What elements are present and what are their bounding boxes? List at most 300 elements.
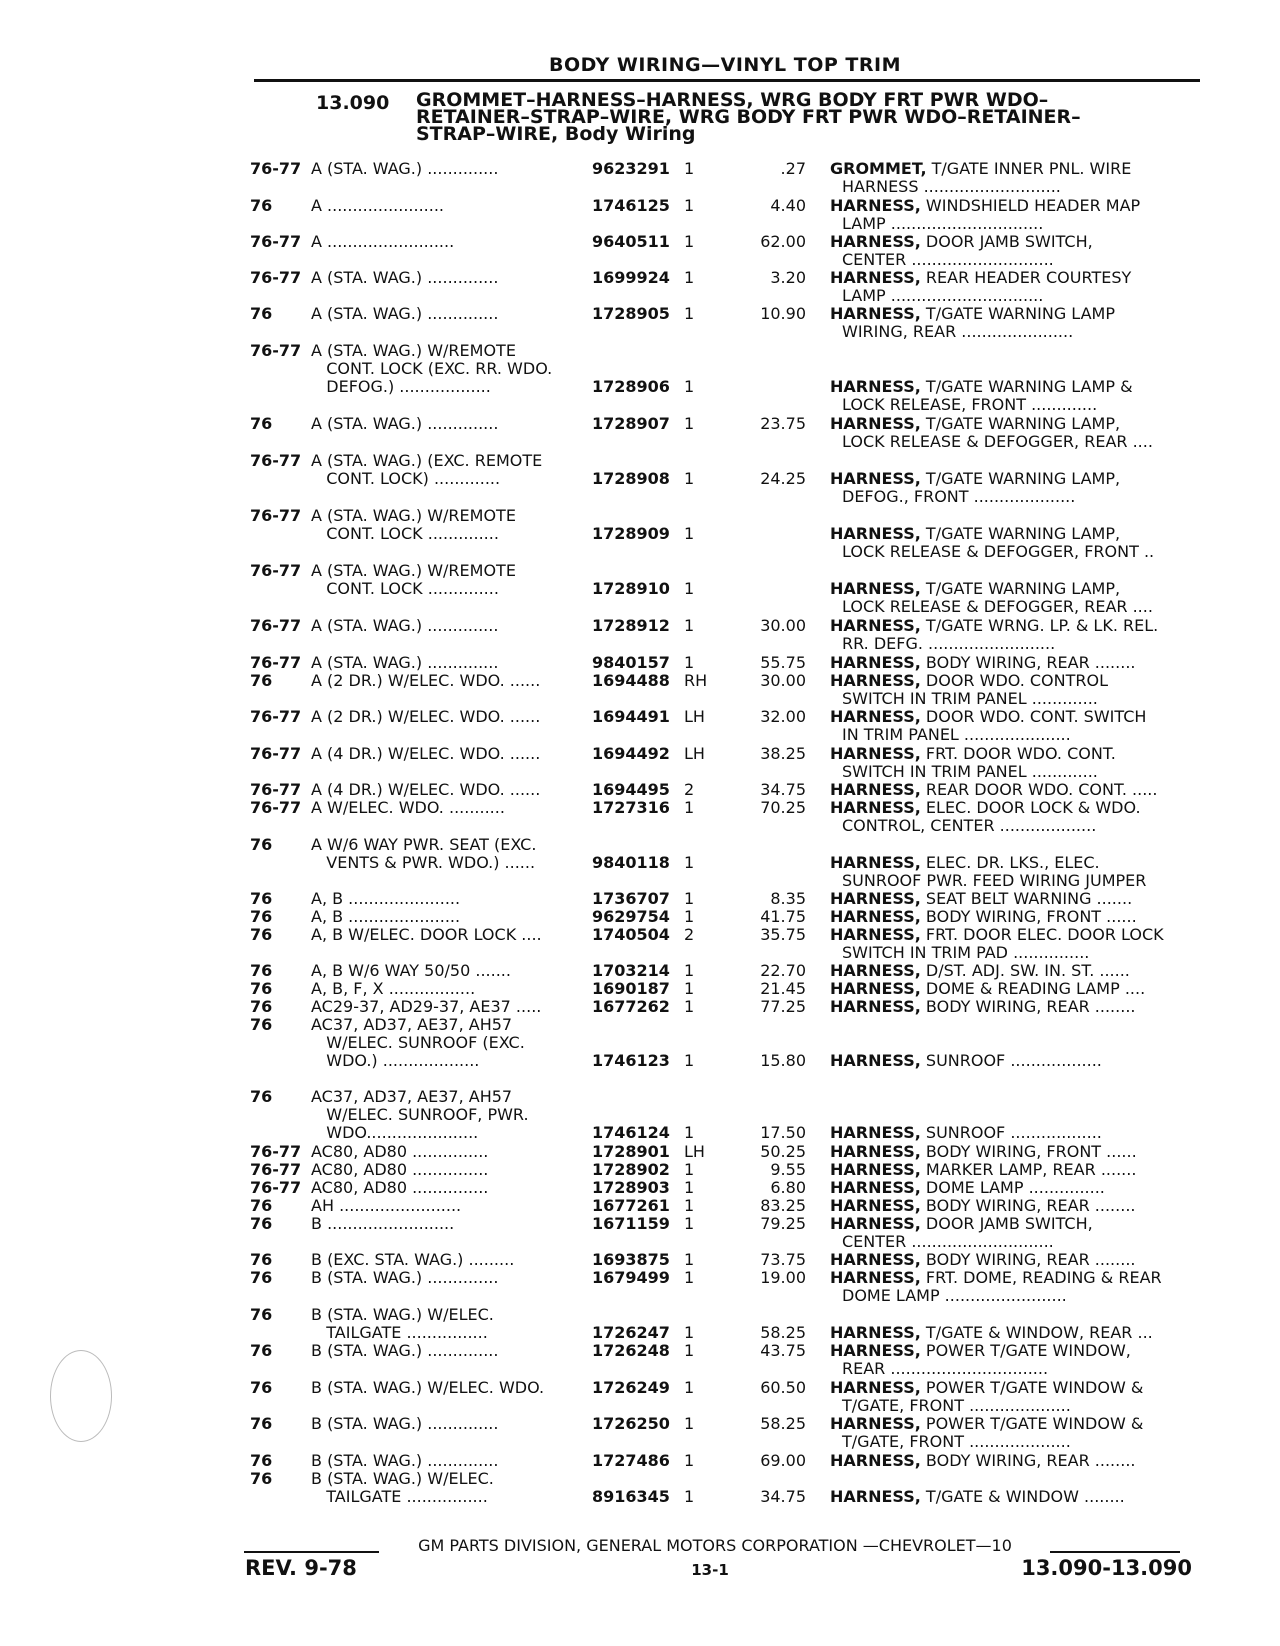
price: 35.75	[760, 925, 806, 944]
part-name: HARNESS,	[830, 1178, 921, 1197]
model-application: AC80, AD80 ...............	[311, 1142, 489, 1161]
part-number: 1746125	[592, 196, 670, 215]
price: 58.25	[760, 1323, 806, 1342]
quantity: 1	[684, 889, 695, 908]
part-number: 1726247	[592, 1323, 670, 1342]
model-application: AC37, AD37, AE37, AH57 W/ELEC. SUNROOF, PWR. WDO......................	[311, 1087, 529, 1142]
part-description	[830, 197, 1192, 233]
part-detail-cont: WIRING, REAR ......................	[842, 322, 1074, 341]
part-number: 1728903	[592, 1178, 670, 1197]
model-year: 76-77	[250, 707, 302, 726]
part-detail: POWER T/GATE WINDOW &	[920, 1414, 1144, 1433]
price: 32.00	[760, 707, 806, 726]
part-detail: POWER T/GATE WINDOW,	[920, 1341, 1131, 1360]
part-name: HARNESS,	[830, 889, 921, 908]
price: 15.80	[760, 1051, 806, 1070]
quantity: 1	[684, 1051, 695, 1070]
model-year: 76-77	[250, 1142, 302, 1161]
model-application: A (4 DR.) W/ELEC. WDO. ......	[311, 780, 541, 799]
part-detail: SUNROOF ..................	[920, 1051, 1102, 1070]
part-detail-cont: HARNESS ...........................	[842, 177, 1061, 196]
price: .27	[780, 159, 806, 178]
part-name: HARNESS,	[830, 1268, 921, 1287]
model-application: A, B W/ELEC. DOOR LOCK ....	[311, 925, 542, 944]
part-detail-cont: LOCK RELEASE & DEFOGGER, REAR ....	[842, 597, 1153, 616]
model-year: 76-77	[250, 159, 302, 178]
model-year: 76	[250, 1015, 273, 1034]
part-number: 8916345	[592, 1487, 670, 1506]
model-year: 76-77	[250, 268, 302, 287]
part-description	[830, 305, 1192, 341]
part-name: HARNESS,	[830, 1451, 921, 1470]
price: 77.25	[760, 997, 806, 1016]
revision-label: REV. 9-78	[245, 1556, 357, 1580]
part-name: HARNESS,	[830, 1160, 921, 1179]
model-year: 76-77	[250, 232, 302, 251]
quantity: 1	[684, 853, 695, 872]
part-name: HARNESS,	[830, 979, 921, 998]
part-name: HARNESS,	[830, 1341, 921, 1360]
part-name: HARNESS,	[830, 579, 921, 598]
model-year: 76	[250, 1268, 273, 1287]
model-year: 76	[250, 1214, 273, 1233]
part-number: 9840157	[592, 653, 670, 672]
model-application: A, B, F, X .................	[311, 979, 476, 998]
part-name: HARNESS,	[830, 1123, 921, 1142]
model-application: B (STA. WAG.) W/ELEC. WDO.	[311, 1378, 545, 1397]
part-name: HARNESS,	[830, 1378, 921, 1397]
part-description	[830, 1415, 1192, 1451]
part-detail: BODY WIRING, FRONT ......	[920, 907, 1137, 926]
model-year: 76	[250, 961, 273, 980]
price: 69.00	[760, 1451, 806, 1470]
part-description	[830, 1161, 1192, 1179]
price: 60.50	[760, 1378, 806, 1397]
model-application: A W/6 WAY PWR. SEAT (EXC. VENTS & PWR. WDO.) ......	[311, 835, 537, 872]
part-detail: T/GATE WARNING LAMP,	[920, 469, 1121, 488]
quantity: 1	[684, 1250, 695, 1269]
part-detail-cont: LAMP ..............................	[842, 214, 1044, 233]
model-year: 76-77	[250, 506, 302, 525]
model-year: 76	[250, 1451, 273, 1470]
part-name: HARNESS,	[830, 304, 921, 323]
part-detail: T/GATE INNER PNL. WIRE	[926, 159, 1132, 178]
part-detail: MARKER LAMP, REAR .......	[920, 1160, 1137, 1179]
section-title-line3: STRAP–WIRE,	[416, 123, 559, 145]
part-name: HARNESS,	[830, 1196, 921, 1215]
model-year: 76	[250, 196, 273, 215]
price: 79.25	[760, 1214, 806, 1233]
part-description	[830, 415, 1192, 451]
model-year: 76-77	[250, 1160, 302, 1179]
price: 24.25	[760, 469, 806, 488]
part-name: HARNESS,	[830, 961, 921, 980]
model-application: AC29-37, AD29-37, AE37 .....	[311, 997, 542, 1016]
part-description	[830, 1052, 1192, 1070]
price: 58.25	[760, 1414, 806, 1433]
part-detail: BODY WIRING, FRONT ......	[920, 1142, 1137, 1161]
part-number: 1728907	[592, 414, 670, 433]
quantity: LH	[684, 1142, 705, 1161]
model-application: AC80, AD80 ...............	[311, 1178, 489, 1197]
model-year: 76	[250, 997, 273, 1016]
part-detail: T/GATE & WINDOW ........	[920, 1487, 1125, 1506]
part-detail-cont: SWITCH IN TRIM PANEL .............	[842, 762, 1098, 781]
part-name: HARNESS,	[830, 798, 921, 817]
part-detail-cont: RR. DEFG. .........................	[842, 634, 1056, 653]
part-name: HARNESS,	[830, 616, 921, 635]
part-number: 1679499	[592, 1268, 670, 1287]
model-year: 76-77	[250, 744, 302, 763]
quantity: 1	[684, 1323, 695, 1342]
part-detail: T/GATE WARNING LAMP,	[920, 579, 1121, 598]
section-number: 13.090	[316, 92, 390, 114]
model-application: A (STA. WAG.) W/REMOTE CONT. LOCK (EXC. RR. WDO. DEFOG.) ..................	[311, 341, 553, 396]
part-detail: T/GATE & WINDOW, REAR ...	[920, 1323, 1153, 1342]
model-year: 76	[250, 835, 273, 854]
part-name: HARNESS,	[830, 925, 921, 944]
model-application: A, B W/6 WAY 50/50 .......	[311, 961, 511, 980]
part-detail-cont: SWITCH IN TRIM PANEL .............	[842, 689, 1098, 708]
part-detail: DOME LAMP ...............	[920, 1178, 1105, 1197]
quantity: 1	[684, 616, 695, 635]
quantity: 1	[684, 1414, 695, 1433]
page-number: 13-1	[691, 1561, 729, 1579]
quantity: 1	[684, 232, 695, 251]
part-description	[830, 1215, 1192, 1251]
model-year: 76	[250, 889, 273, 908]
part-detail-cont: CENTER ............................	[842, 250, 1054, 269]
part-name: GROMMET,	[830, 159, 927, 178]
model-application: A (STA. WAG.) (EXC. REMOTE CONT. LOCK) .............	[311, 451, 543, 488]
part-detail-cont: CENTER ............................	[842, 1232, 1054, 1251]
model-year: 76-77	[250, 616, 302, 635]
part-name: HARNESS,	[830, 707, 921, 726]
part-detail: BODY WIRING, REAR ........	[920, 1196, 1136, 1215]
quantity: 1	[684, 997, 695, 1016]
part-name: HARNESS,	[830, 1323, 921, 1342]
part-detail: T/GATE WARNING LAMP &	[920, 377, 1133, 396]
part-number: 1677261	[592, 1196, 670, 1215]
part-name: HARNESS,	[830, 1414, 921, 1433]
model-year: 76	[250, 925, 273, 944]
model-year: 76	[250, 1341, 273, 1360]
part-detail: REAR DOOR WDO. CONT. .....	[920, 780, 1158, 799]
quantity: 1	[684, 1196, 695, 1215]
part-description	[830, 1452, 1192, 1470]
model-year: 76	[250, 414, 273, 433]
section-title-line2: RETAINER–STRAP–WIRE, WRG BODY FRT PWR WDO–RETAINER–	[416, 106, 1081, 128]
part-number: 1736707	[592, 889, 670, 908]
price: 73.75	[760, 1250, 806, 1269]
part-number: 1728910	[592, 579, 670, 598]
part-number: 9623291	[592, 159, 670, 178]
quantity: 1	[684, 961, 695, 980]
part-description	[830, 1324, 1192, 1342]
quantity: 1	[684, 414, 695, 433]
part-detail-cont: LOCK RELEASE & DEFOGGER, FRONT ..	[842, 542, 1155, 561]
part-number: 1694488	[592, 671, 670, 690]
part-name: HARNESS,	[830, 414, 921, 433]
model-application: A (2 DR.) W/ELEC. WDO. ......	[311, 671, 541, 690]
model-year: 76	[250, 304, 273, 323]
part-number: 1694495	[592, 780, 670, 799]
part-name: HARNESS,	[830, 268, 921, 287]
part-number: 1727316	[592, 798, 670, 817]
part-detail: T/GATE WRNG. LP. & LK. REL.	[920, 616, 1159, 635]
part-detail-cont: SUNROOF PWR. FEED WIRING JUMPER	[842, 871, 1147, 890]
quantity: 1	[684, 979, 695, 998]
part-detail-cont: SWITCH IN TRIM PAD ...............	[842, 943, 1090, 962]
part-description	[830, 233, 1192, 269]
model-year: 76	[250, 1196, 273, 1215]
part-description	[830, 617, 1192, 653]
part-name: HARNESS,	[830, 196, 921, 215]
price: 30.00	[760, 616, 806, 635]
model-application: A, B ......................	[311, 907, 461, 926]
model-application: AH ........................	[311, 1196, 462, 1215]
part-detail: SUNROOF ..................	[920, 1123, 1102, 1142]
quantity: RH	[684, 671, 708, 690]
part-number: 1694492	[592, 744, 670, 763]
model-year: 76-77	[250, 561, 302, 580]
price: 38.25	[760, 744, 806, 763]
model-application: AC80, AD80 ...............	[311, 1160, 489, 1179]
model-application: A (STA. WAG.) ..............	[311, 304, 499, 323]
part-description	[830, 672, 1192, 708]
model-application: A (4 DR.) W/ELEC. WDO. ......	[311, 744, 541, 763]
part-name: HARNESS,	[830, 377, 921, 396]
part-detail: DOOR WDO. CONT. SWITCH	[920, 707, 1147, 726]
model-year: 76-77	[250, 780, 302, 799]
part-description	[830, 470, 1192, 506]
model-application: A (STA. WAG.) ..............	[311, 653, 499, 672]
part-number: 1690187	[592, 979, 670, 998]
quantity: 1	[684, 1378, 695, 1397]
model-year: 76	[250, 907, 273, 926]
part-number: 1728909	[592, 524, 670, 543]
part-name: HARNESS,	[830, 1142, 921, 1161]
price: 41.75	[760, 907, 806, 926]
part-name: HARNESS,	[830, 1214, 921, 1233]
model-year: 76	[250, 671, 273, 690]
part-number: 1728901	[592, 1142, 670, 1161]
part-description	[830, 1124, 1192, 1142]
quantity: LH	[684, 744, 705, 763]
part-description	[830, 980, 1192, 998]
part-description	[830, 1269, 1192, 1305]
model-application: A .......................	[311, 196, 445, 215]
part-detail-cont: REAR ...............................	[842, 1359, 1049, 1378]
model-application: B .........................	[311, 1214, 455, 1233]
quantity: LH	[684, 707, 705, 726]
part-detail: T/GATE WARNING LAMP,	[920, 524, 1121, 543]
part-description	[830, 269, 1192, 305]
part-detail: BODY WIRING, REAR ........	[920, 1451, 1136, 1470]
part-name: HARNESS,	[830, 1051, 921, 1070]
quantity: 1	[684, 196, 695, 215]
part-detail-cont: LAMP ..............................	[842, 286, 1044, 305]
price: 3.20	[770, 268, 806, 287]
footer-text: GM PARTS DIVISION, GENERAL MOTORS CORPORATION —CHEVROLET—10	[418, 1536, 1012, 1555]
part-description	[830, 781, 1192, 799]
part-description	[830, 160, 1192, 196]
part-description	[830, 745, 1192, 781]
part-description	[830, 854, 1192, 890]
model-year: 76-77	[250, 451, 302, 470]
quantity: 1	[684, 469, 695, 488]
section-subtitle: Body Wiring	[564, 123, 696, 145]
part-detail: DOME & READING LAMP ....	[920, 979, 1146, 998]
quantity: 1	[684, 653, 695, 672]
part-name: HARNESS,	[830, 853, 921, 872]
part-number: 1746124	[592, 1123, 670, 1142]
part-name: HARNESS,	[830, 1250, 921, 1269]
part-detail: ELEC. DR. LKS., ELEC.	[920, 853, 1100, 872]
model-year: 76	[250, 1378, 273, 1397]
part-detail: BODY WIRING, REAR ........	[920, 653, 1136, 672]
price: 70.25	[760, 798, 806, 817]
part-detail-cont: IN TRIM PANEL .....................	[842, 725, 1071, 744]
model-application: B (STA. WAG.) ..............	[311, 1268, 499, 1287]
part-detail-cont: CONTROL, CENTER ...................	[842, 816, 1097, 835]
quantity: 1	[684, 1178, 695, 1197]
part-description	[830, 378, 1192, 414]
part-name: HARNESS,	[830, 653, 921, 672]
part-number: 9640511	[592, 232, 670, 251]
part-number: 1728906	[592, 377, 670, 396]
part-name: HARNESS,	[830, 671, 921, 690]
part-number: 9840118	[592, 853, 670, 872]
part-number: 1693875	[592, 1250, 670, 1269]
price: 17.50	[760, 1123, 806, 1142]
section-title	[416, 89, 1196, 145]
part-detail-cont: DOME LAMP ........................	[842, 1286, 1067, 1305]
part-detail: POWER T/GATE WINDOW &	[920, 1378, 1144, 1397]
quantity: 1	[684, 1160, 695, 1179]
part-detail: FRT. DOOR WDO. CONT.	[920, 744, 1116, 763]
part-name: HARNESS,	[830, 780, 921, 799]
part-detail: DOOR JAMB SWITCH,	[920, 232, 1093, 251]
model-year: 76-77	[250, 341, 302, 360]
model-year: 76-77	[250, 1178, 302, 1197]
model-application: A (STA. WAG.) W/REMOTE CONT. LOCK ..............	[311, 506, 516, 543]
quantity: 1	[684, 524, 695, 543]
quantity: 1	[684, 1214, 695, 1233]
part-detail: DOOR JAMB SWITCH,	[920, 1214, 1093, 1233]
model-year: 76	[250, 1414, 273, 1433]
part-number: 1726248	[592, 1341, 670, 1360]
part-number: 1671159	[592, 1214, 670, 1233]
price: 34.75	[760, 780, 806, 799]
part-detail-cont: T/GATE, FRONT ....................	[842, 1432, 1071, 1451]
part-description	[830, 890, 1192, 908]
part-name: HARNESS,	[830, 232, 921, 251]
price: 30.00	[760, 671, 806, 690]
part-detail: BODY WIRING, REAR ........	[920, 1250, 1136, 1269]
part-detail: D/ST. ADJ. SW. IN. ST. ......	[920, 961, 1130, 980]
part-number: 1728905	[592, 304, 670, 323]
part-description	[830, 654, 1192, 672]
model-application: B (STA. WAG.) W/ELEC. TAILGATE ................	[311, 1305, 494, 1342]
part-description	[830, 1143, 1192, 1161]
model-year: 76-77	[250, 798, 302, 817]
price: 6.80	[770, 1178, 806, 1197]
model-year: 76-77	[250, 653, 302, 672]
price: 21.45	[760, 979, 806, 998]
model-year: 76	[250, 1469, 273, 1488]
section-title-line1: GROMMET–HARNESS–HARNESS, WRG BODY FRT PWR WDO–	[416, 89, 1049, 111]
part-description	[830, 998, 1192, 1016]
page-header-title: BODY WIRING—VINYL TOP TRIM	[549, 54, 901, 76]
part-description	[830, 1197, 1192, 1215]
quantity: 1	[684, 907, 695, 926]
part-number: 1694491	[592, 707, 670, 726]
part-number: 1726249	[592, 1378, 670, 1397]
price: 43.75	[760, 1341, 806, 1360]
part-number: 1727486	[592, 1451, 670, 1470]
model-application: B (EXC. STA. WAG.) .........	[311, 1250, 515, 1269]
quantity: 1	[684, 798, 695, 817]
part-detail-cont: T/GATE, FRONT ....................	[842, 1396, 1071, 1415]
quantity: 2	[684, 925, 695, 944]
price: 62.00	[760, 232, 806, 251]
part-name: HARNESS,	[830, 997, 921, 1016]
part-detail: WINDSHIELD HEADER MAP	[920, 196, 1141, 215]
model-application: B (STA. WAG.) ..............	[311, 1451, 499, 1470]
model-year: 76	[250, 979, 273, 998]
binder-hole-mark	[50, 1350, 112, 1442]
model-application: A (STA. WAG.) ..............	[311, 159, 499, 178]
part-number: 1726250	[592, 1414, 670, 1433]
quantity: 1	[684, 1451, 695, 1470]
part-name: HARNESS,	[830, 744, 921, 763]
price: 34.75	[760, 1487, 806, 1506]
section-range: 13.090-13.090	[1021, 1556, 1192, 1580]
part-description	[830, 1342, 1192, 1378]
part-description	[830, 908, 1192, 926]
part-number: 1728912	[592, 616, 670, 635]
part-number: 9629754	[592, 907, 670, 926]
part-detail: SEAT BELT WARNING .......	[920, 889, 1133, 908]
quantity: 1	[684, 377, 695, 396]
model-application: A (2 DR.) W/ELEC. WDO. ......	[311, 707, 541, 726]
quantity: 1	[684, 304, 695, 323]
part-detail: ELEC. DOOR LOCK & WDO.	[920, 798, 1141, 817]
part-name: HARNESS,	[830, 907, 921, 926]
model-year: 76	[250, 1305, 273, 1324]
price: 83.25	[760, 1196, 806, 1215]
quantity: 2	[684, 780, 695, 799]
quantity: 1	[684, 1341, 695, 1360]
model-application: A, B ......................	[311, 889, 461, 908]
part-number: 1728908	[592, 469, 670, 488]
part-description	[830, 926, 1192, 962]
part-detail-cont: LOCK RELEASE, FRONT .............	[842, 395, 1098, 414]
part-detail: BODY WIRING, REAR ........	[920, 997, 1136, 1016]
model-application: A (STA. WAG.) ..............	[311, 414, 499, 433]
part-number: 1699924	[592, 268, 670, 287]
price: 55.75	[760, 653, 806, 672]
part-name: HARNESS,	[830, 524, 921, 543]
model-year: 76	[250, 1087, 273, 1106]
part-description	[830, 580, 1192, 616]
part-detail-cont: DEFOG., FRONT ....................	[842, 487, 1076, 506]
part-description	[830, 1179, 1192, 1197]
quantity: 1	[684, 159, 695, 178]
header-rule	[254, 79, 1200, 82]
quantity: 1	[684, 1487, 695, 1506]
